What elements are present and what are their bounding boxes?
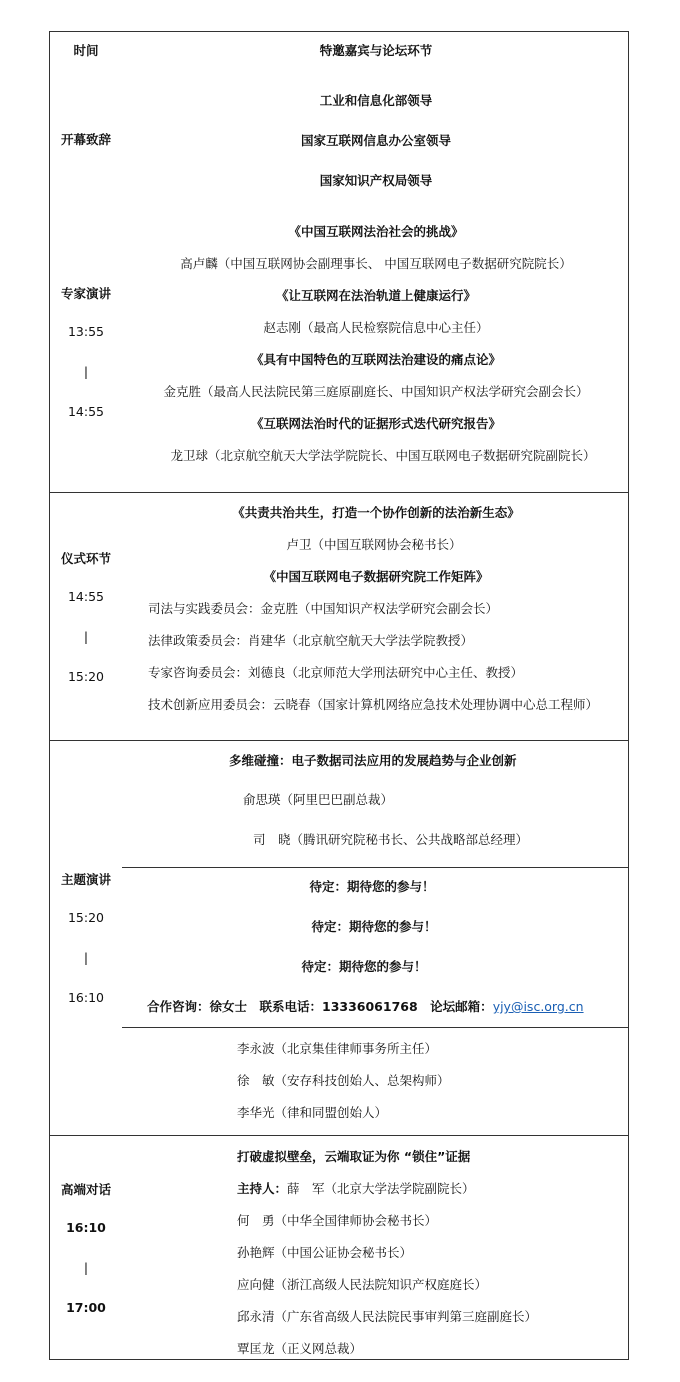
expert-end: 14:55: [67, 404, 105, 419]
keynote-start: 15:20: [67, 910, 105, 925]
committee-item: 技术创新应用委员会：云晓春（国家计算机网络应急技术处理协调中心总工程师）: [148, 697, 599, 712]
opening-item: 国家知识产权局领导: [319, 173, 433, 188]
dialogue-label: 高端对话: [60, 1182, 111, 1197]
keynote-guest: 李永波（北京集佳律师事务所主任）: [237, 1041, 438, 1056]
talk-title: 《具有中国特色的互联网法治建设的痛点论》: [250, 352, 502, 367]
contact-email-link[interactable]: yjy@isc.org.cn: [492, 999, 584, 1014]
expert-sep: |: [83, 364, 89, 379]
dialogue-time: [50, 1180, 122, 1315]
dialogue-start: 16:10: [66, 1220, 106, 1235]
talk-title: 《互联网法治时代的证据形式迭代研究报告》: [250, 416, 502, 431]
expert-label: 专家演讲: [60, 286, 111, 301]
keynote-guest: 徐 敏（安存科技创始人、总架构师）: [237, 1073, 450, 1088]
dialogue-host: [237, 1181, 475, 1197]
header-time: 时间: [73, 43, 99, 58]
ceremony-sep: |: [83, 629, 89, 644]
contact-label: 合作咨询：徐女士 联系电话：13336061768 论坛邮箱：: [147, 999, 493, 1014]
keynote-time: [50, 870, 122, 1005]
dialogue-end: 17:00: [66, 1300, 106, 1315]
row-divider: [49, 740, 629, 741]
ceremony-speaker: 卢卫（中国互联网协会秘书长）: [286, 537, 462, 552]
keynote-speaker: 俞思瑛（阿里巴巴副总裁）: [243, 792, 394, 807]
ceremony-label: 仪式环节: [60, 551, 111, 566]
opening-item: 工业和信息化部领导: [319, 93, 433, 108]
opening-label: 开幕致辞: [60, 132, 112, 147]
talk-speaker: 金克胜（最高人民法院民第三庭原副庭长、中国知识产权法学研究会副会长）: [163, 384, 589, 399]
dialogue-guest: 孙艳辉（中国公证协会秘书长）: [237, 1245, 413, 1260]
inner-divider: [122, 867, 629, 868]
talk-speaker: 龙卫球（北京航空航天大学法学院院长、中国互联网电子数据研究院副院长）: [170, 448, 596, 463]
row-divider: [49, 1135, 629, 1136]
inner-divider: [122, 1027, 629, 1028]
ceremony-start: 14:55: [67, 589, 105, 604]
talk-speaker: 高卢麟（中国互联网协会副理事长、 中国互联网电子数据研究院院长）: [180, 256, 572, 271]
committee-item: 司法与实践委员会：金克胜（中国知识产权法学研究会副会长）: [148, 601, 499, 616]
dialogue-title: 打破虚拟壁垒，云端取证为你 “锁住”证据: [237, 1149, 471, 1164]
host-label: 主持人：: [237, 1181, 288, 1196]
expert-start: 13:55: [67, 324, 105, 339]
opening-item: 国家互联网信息办公室领导: [300, 133, 452, 148]
talk-title: 《让互联网在法治轨道上健康运行》: [275, 288, 477, 303]
committee-item: 专家咨询委员会：刘德良（北京师范大学刑法研究中心主任、教授）: [148, 665, 524, 680]
keynote-speaker: 司 晓（腾讯研究院秘书长、公共战略部总经理）: [253, 832, 529, 847]
dialogue-guest: 邱永清（广东省高级人民法院民事审判第三庭副庭长）: [237, 1309, 538, 1324]
dialogue-guest: 覃匡龙（正义网总裁）: [237, 1341, 363, 1356]
keynote-end: 16:10: [67, 990, 105, 1005]
ceremony-title: 《中国互联网电子数据研究院工作矩阵》: [263, 569, 489, 584]
row-divider: [49, 492, 629, 493]
keynote-guest: 李华光（律和同盟创始人）: [237, 1105, 388, 1120]
committee-item: 法律政策委员会：肖建华（北京航空航天大学法学院教授）: [148, 633, 474, 648]
expert-time: [50, 284, 122, 419]
dialogue-guest: 应向健（浙江高级人民法院知识产权庭庭长）: [237, 1277, 488, 1292]
ceremony-title: 《共责共治共生，打造一个协作创新的法治新生态》: [232, 505, 520, 520]
header-title: 特邀嘉宾与论坛环节: [319, 43, 433, 58]
dialogue-guest: 何 勇（中华全国律师协会秘书长）: [237, 1213, 438, 1228]
pending-slot: 待定：期待您的参与！: [301, 959, 427, 974]
keynote-label: 主题演讲: [60, 872, 111, 887]
pending-slot: 待定：期待您的参与！: [309, 879, 435, 894]
talk-speaker: 赵志刚（最高人民检察院信息中心主任）: [263, 320, 489, 335]
keynote-title: 多维碰撞：电子数据司法应用的发展趋势与企业创新: [229, 753, 517, 768]
ceremony-time: [50, 549, 122, 684]
keynote-sep: |: [83, 950, 89, 965]
dialogue-sep: |: [83, 1260, 89, 1275]
ceremony-end: 15:20: [67, 669, 105, 684]
pending-slot: 待定：期待您的参与！: [311, 919, 437, 934]
contact-info: [147, 999, 584, 1015]
host-name: 薛 军（北京大学法学院副院长）: [287, 1181, 475, 1196]
talk-title: 《中国互联网法治社会的挑战》: [288, 224, 464, 239]
